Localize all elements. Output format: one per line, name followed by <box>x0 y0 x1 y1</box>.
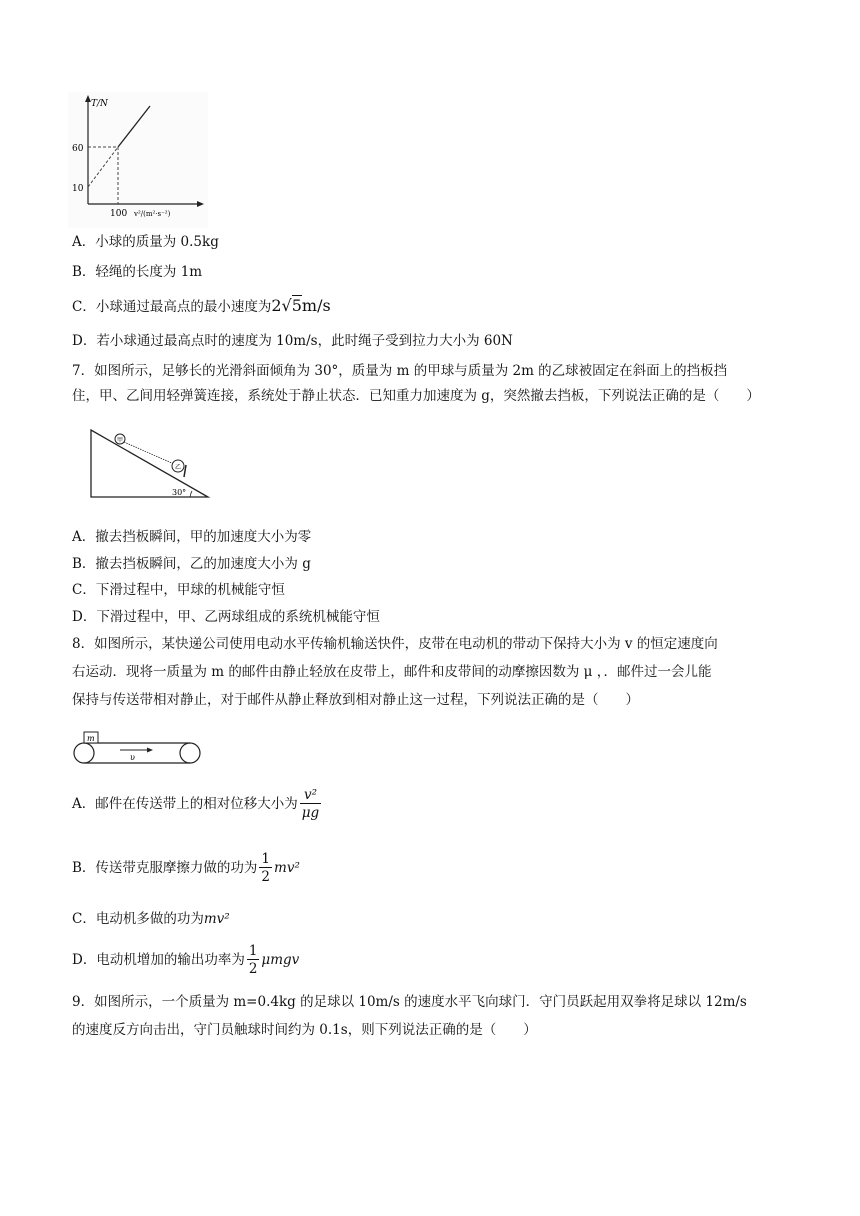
conveyor-figure <box>72 730 202 766</box>
q9-stem-line2: 的速度反方向击出，守门员触球时间约为 0.1s，则下列说法正确的是（ ） <box>72 1022 537 1038</box>
q8-option-b: B．传送带克服摩擦力做的功为 $\frac{1}{2}$ mv² <box>72 851 300 885</box>
q6-option-c-coef: 2 <box>271 296 282 315</box>
incline-triangle <box>91 430 208 497</box>
svg-text:υ: υ <box>130 753 135 762</box>
q6-option-b: B．轻绳的长度为 1m <box>72 264 203 280</box>
incline-figure <box>86 425 214 503</box>
q6-option-c: C．小球通过最高点的最小速度为2√5m/s <box>72 296 331 315</box>
q7-option-b: B．撤去挡板瞬间，乙的加速度大小为 g <box>72 556 311 572</box>
svg-text:乙: 乙 <box>175 464 182 471</box>
x-tick-100: 100 <box>110 209 128 219</box>
q8-stem-line1: 8．如图所示，某快递公司使用电动水平传输机输送快件，皮带在电动机的带动下保持大小为 v 的恒定速度向 <box>72 636 718 652</box>
q7-option-a: A．撤去挡板瞬间，甲的加速度大小为零 <box>72 529 312 545</box>
q6-option-c-radicand: 5 <box>291 296 302 315</box>
tension-velocity-graph <box>68 92 208 228</box>
q8-option-d-fraction: $\frac{1}{2}$ <box>248 943 258 977</box>
angle-label: 30° <box>172 488 187 497</box>
q8-option-d: D．电动机增加的输出功率为 $\frac{1}{2}$ μmgv <box>72 943 300 977</box>
q8-option-a: A．邮件在传送带上的相对位移大小为 $\frac{\text{v²}}{\mu g}$ <box>72 787 320 821</box>
q8-stem-line2: 右运动．现将一质量为 m 的邮件由静止轻放在皮带上，邮件和皮带间的动摩擦因数为 μ ，．邮件过一会儿能 <box>72 664 712 680</box>
q9-stem-line1: 9．如图所示，一个质量为 m=0.4kg 的足球以 10m/s 的速度水平飞向球门．守门员跃起用双拳将足球以 12m/s <box>72 994 747 1010</box>
q8-option-b-fraction: $\frac{1}{2}$ <box>261 851 271 885</box>
left-roller <box>74 743 94 763</box>
svg-text:甲: 甲 <box>117 437 124 444</box>
q7-stem-line2: 住，甲、乙间用轻弹簧连接，系统处于静止状态．已知重力加速度为 g，突然撤去挡板，下列说法正确的是（ ） <box>72 388 760 404</box>
q6-option-d: D．若小球通过最高点时的速度为 10m/s，此时绳子受到拉力大小为 60N <box>72 333 513 349</box>
y-tick-60: 60 <box>72 144 84 154</box>
q7-option-d: D．下滑过程中，甲、乙两球组成的系统机械能守恒 <box>72 609 380 625</box>
x-axis-label: v²/(m²·s⁻²) <box>134 210 171 218</box>
q6-option-c-unit: m/s <box>301 296 331 315</box>
q6-option-a: A．小球的质量为 0.5kg <box>72 234 219 250</box>
q8-stem-line3: 保持与传送带相对静止，对于邮件从静止释放到相对静止这一过程，下列说法正确的是（ ） <box>72 692 639 708</box>
q7-stem-line1: 7．如图所示，足够长的光滑斜面倾角为 30°，质量为 m 的甲球与质量为 2m 的乙球被固定在斜面上的挡板挡 <box>72 363 728 379</box>
q7-option-c: C．下滑过程中，甲球的机械能守恒 <box>72 582 285 598</box>
q8-option-c: C．电动机多做的功为mv² <box>72 911 230 927</box>
q8-option-a-fraction: $\frac{\text{v²}}{\mu g}$ <box>301 787 320 821</box>
q6-option-c-text: C．小球通过最高点的最小速度为 <box>72 299 272 315</box>
svg-text:m: m <box>87 734 95 743</box>
y-axis-label: T/N <box>91 99 108 109</box>
y-tick-10: 10 <box>72 184 84 194</box>
right-roller <box>180 743 200 763</box>
